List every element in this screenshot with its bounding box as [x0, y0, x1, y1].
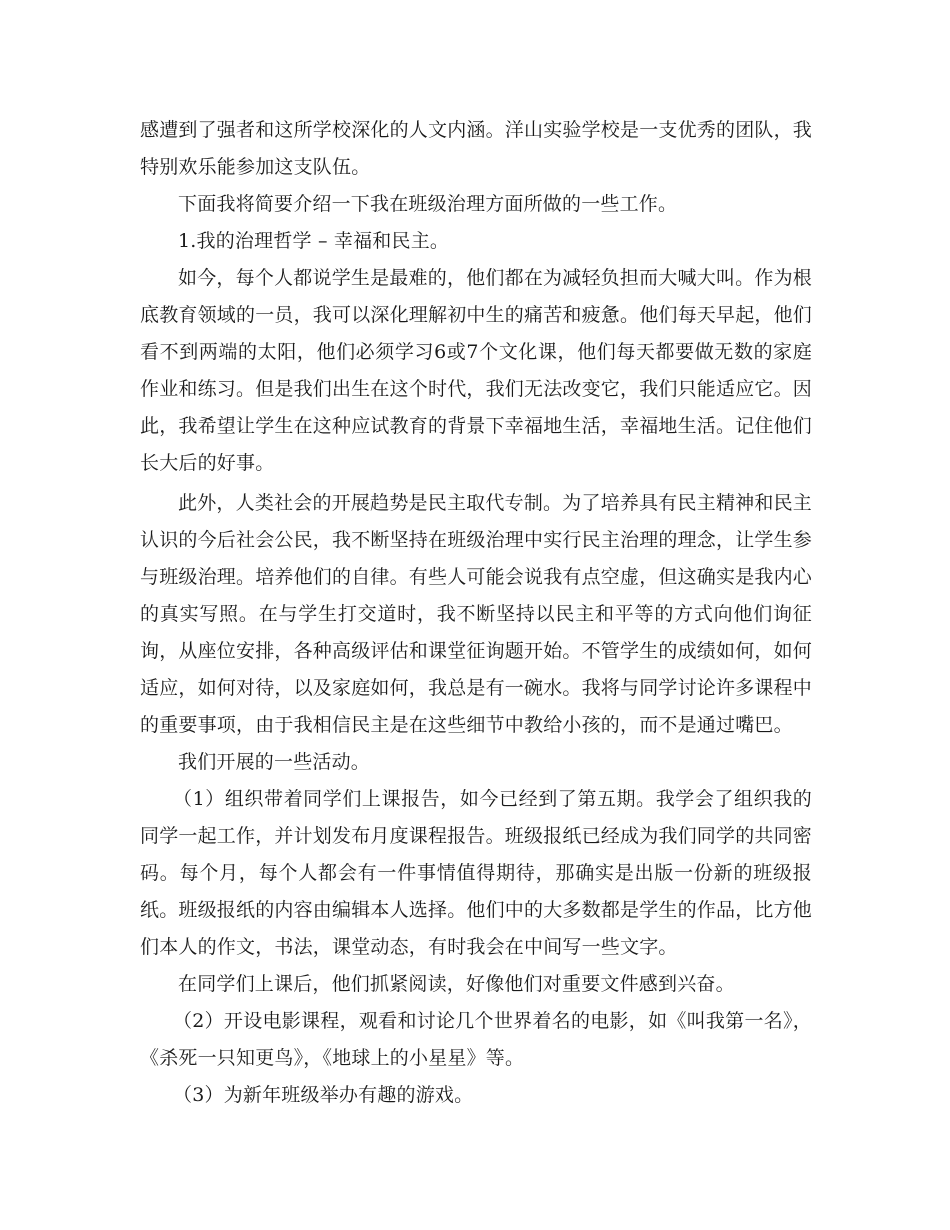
section-heading-philosophy: 1.我的治理哲学 – 幸福和民主。 — [178, 230, 450, 252]
list-item-film-course: （2）开设电影课程，观看和讨论几个世界着名的电影，如《叫我第一名》，《杀死一只知更鸟》，《地球上的小星星》等。 — [140, 1010, 812, 1069]
list-item-class-newspaper: （1）组织带着同学们上课报告，如今已经到了第五期。我学会了组织我的同学一起工作，并计划发布月度课程报告。班级报纸已经成为我们同学的共同密码。每个月，每个人都会有一件事情值得期待，那确实是出版一份新的班级报纸。班级报纸的内容由编辑本人选择。他们中的大多数都是学生的作品，比方他们本人的作文，书法，课堂动态，有时我会在中间写一些文字。 — [140, 788, 813, 958]
paragraph-democracy: 此外，人类社会的开展趋势是民主取代专制。为了培养具有民主精神和民主认识的今后社会公民，我不断坚持在班级治理中实行民主治理的理念，让学生参与班级治理。培养他们的自律。有些人可能会说我有点空虚，但这确实是我内心的真实写照。在与学生打交道时，我不断坚持以民主和平等的方式向他们询征询，从座位安排，各种高级评估和课堂征询题开始。不管学生的成绩如何，如何适应，如何对待，以及家庭如何，我总是有一碗水。我将与同学讨论许多课程中的重要事项，由于我相信民主是在这些细节中教给小孩的，而不是通过嘴巴。 — [140, 492, 813, 736]
paragraph-intro-continuation: 感遭到了强者和这所学校深化的人文内涵。洋山实验学校是一支优秀的团队，我特别欢乐能参加这支队伍。 — [140, 119, 813, 178]
document-body — [140, 112, 812, 1114]
list-item-new-year-games: （3）为新年班级举办有趣的游戏。 — [173, 1084, 474, 1106]
paragraph-reading-after-class: 在同学们上课后，他们抓紧阅读，好像他们对重要文件感到兴奋。 — [178, 973, 735, 995]
paragraph-happiness: 如今，每个人都说学生是最难的，他们都在为减轻负担而大喊大叫。作为根底教育领域的一员，我可以深化理解初中生的痛苦和疲惫。他们每天早起，他们看不到两端的太阳，他们必须学习6或7个文化课，他们每天都要做无数的家庭作业和练习。但是我们出生在这个时代，我们无法改变它，我们只能适应它。因此，我希望让学生在这种应试教育的背景下幸福地生活，幸福地生活。记住他们长大后的好事。 — [140, 267, 813, 474]
paragraph-activities-intro: 我们开展的一些活动。 — [178, 751, 371, 773]
paragraph-work-intro: 下面我将简要介绍一下我在班级治理方面所做的一些工作。 — [178, 193, 678, 215]
